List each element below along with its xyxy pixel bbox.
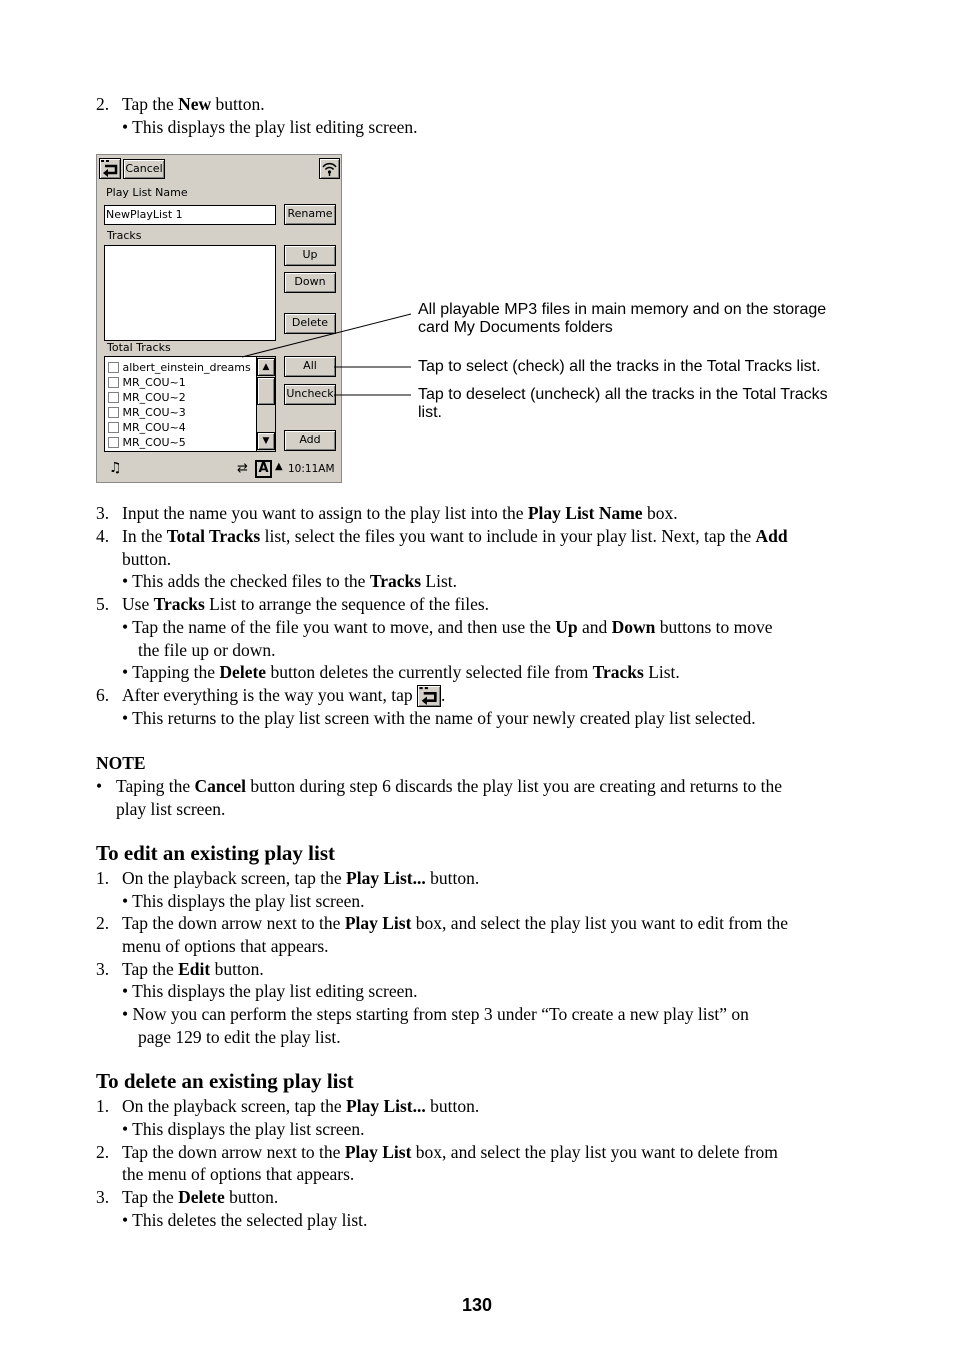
edit-step-3-bullet-1: • This displays the play list editing screen.	[122, 981, 418, 1001]
input-mode-indicator[interactable]: A	[255, 460, 272, 478]
input-arrow-icon[interactable]: ▲	[275, 461, 283, 472]
step-2-bullet: • This displays the play list editing screen.	[122, 117, 418, 137]
scroll-down-button[interactable]: ▼	[257, 432, 275, 450]
note-text-line2: play list screen.	[116, 799, 226, 819]
step-6-text: After everything is the way you want, tap .	[122, 685, 446, 705]
track-name: MR_COU~2	[122, 391, 186, 404]
track-name: MR_COU~5	[122, 436, 186, 449]
delete-step-1-bullet: • This displays the play list screen.	[122, 1119, 365, 1139]
down-button[interactable]: Down	[284, 272, 336, 293]
edit-step-1-bullet: • This displays the play list screen.	[122, 891, 365, 911]
callout-total-tracks-line2: card My Documents folders	[418, 319, 613, 336]
ok-return-inline-icon	[417, 685, 441, 707]
track-name: MR_COU~1	[122, 376, 186, 389]
delete-step-2-text: Tap the down arrow next to the Play List box, and select the play list you want to delete from	[122, 1142, 778, 1162]
edit-step-2-text-line2: menu of options that appears.	[122, 936, 329, 956]
note-heading: NOTE	[96, 753, 146, 773]
callout-uncheck-line2: list.	[418, 404, 442, 421]
page-number: 130	[461, 1295, 493, 1315]
uncheck-button[interactable]: Uncheck	[284, 384, 336, 405]
step-3-number: 3.	[96, 503, 110, 523]
delete-step-1-text: On the playback screen, tap the Play List... button.	[122, 1096, 480, 1116]
step-5-bullet-2: • Tapping the Delete button deletes the currently selected file from Tracks List.	[122, 662, 680, 682]
callout-total-tracks-line1: All playable MP3 files in main memory and on the storage	[418, 301, 827, 318]
edit-step-3-bullet-2-line2: page 129 to edit the play list.	[138, 1027, 341, 1047]
delete-step-2-number: 2.	[96, 1142, 110, 1162]
delete-step-2-text-line2: the menu of options that appears.	[122, 1164, 355, 1184]
step-4-bullet: • This adds the checked files to the Tracks List.	[122, 571, 458, 591]
step-2-number: 2.	[96, 94, 110, 114]
tracks-label: Tracks	[107, 229, 142, 242]
step-4-text-line2: button.	[122, 549, 172, 569]
track-name: albert_einstein_dreams	[122, 361, 251, 374]
edit-step-2-number: 2.	[96, 913, 110, 933]
edit-step-1-text: On the playback screen, tap the Play List... button.	[122, 868, 480, 888]
edit-step-3-bullet-2: • Now you can perform the steps starting from step 3 under “To create a new play list” on	[122, 1004, 749, 1024]
all-button[interactable]: All	[284, 356, 336, 377]
callout-line-total-tracks	[242, 314, 411, 357]
step-3-text: Input the name you want to assign to the play list into the Play List Name box.	[122, 503, 678, 523]
step-5-bullet-1: • Tap the name of the file you want to move, and then use the Up and Down buttons to move	[122, 617, 773, 637]
cancel-button[interactable]: Cancel	[123, 159, 165, 179]
edit-step-3-text: Tap the Edit button.	[122, 959, 264, 979]
playlist-name-input[interactable]: NewPlayList 1	[104, 205, 276, 225]
step-5-bullet-1-line2: the file up or down.	[138, 640, 276, 660]
rename-button[interactable]: Rename	[284, 204, 336, 225]
step-4-text: In the Total Tracks list, select the files you want to include in your play list. Next, tap the Add	[122, 526, 788, 546]
scroll-up-button[interactable]: ▲	[257, 358, 275, 376]
delete-step-3-text: Tap the Delete button.	[122, 1187, 279, 1207]
delete-step-3-number: 3.	[96, 1187, 110, 1207]
total-tracks-label: Total Tracks	[107, 341, 171, 354]
edit-step-2-text: Tap the down arrow next to the Play List box, and select the play list you want to edit from the	[122, 913, 789, 933]
note-text: Taping the Cancel button during step 6 discards the play list you are creating and returns to the	[116, 776, 783, 796]
step-6-number: 6.	[96, 685, 110, 705]
callout-lines	[0, 0, 954, 500]
music-note-icon: ♫	[109, 460, 122, 476]
add-button[interactable]: Add	[284, 430, 336, 451]
keyboard-toggle-icon[interactable]: ⇄	[237, 461, 248, 476]
track-name: MR_COU~3	[122, 406, 186, 419]
clock: 10:11AM	[288, 463, 335, 475]
edit-step-1-number: 1.	[96, 868, 110, 888]
delete-button[interactable]: Delete	[284, 313, 336, 334]
note-bullet-mark: •	[96, 776, 103, 796]
callout-uncheck-line1: Tap to deselect (uncheck) all the tracks in the Total Tracks	[418, 386, 828, 403]
step-5-number: 5.	[96, 594, 110, 614]
edit-step-3-number: 3.	[96, 959, 110, 979]
step-5-text: Use Tracks List to arrange the sequence of the files.	[122, 594, 490, 614]
track-name: MR_COU~4	[122, 421, 186, 434]
up-button[interactable]: Up	[284, 245, 336, 266]
playlist-name-label: Play List Name	[106, 186, 188, 199]
delete-section-heading: To delete an existing play list	[96, 1069, 354, 1093]
edit-section-heading: To edit an existing play list	[96, 841, 336, 865]
delete-step-1-number: 1.	[96, 1096, 110, 1116]
delete-step-3-bullet: • This deletes the selected play list.	[122, 1210, 368, 1230]
step-6-bullet: • This returns to the play list screen with the name of your newly created play list selected.	[122, 708, 756, 728]
callout-all: Tap to select (check) all the tracks in the Total Tracks list.	[418, 358, 821, 375]
step-2-text: Tap the New button.	[122, 94, 265, 114]
step-4-number: 4.	[96, 526, 110, 546]
